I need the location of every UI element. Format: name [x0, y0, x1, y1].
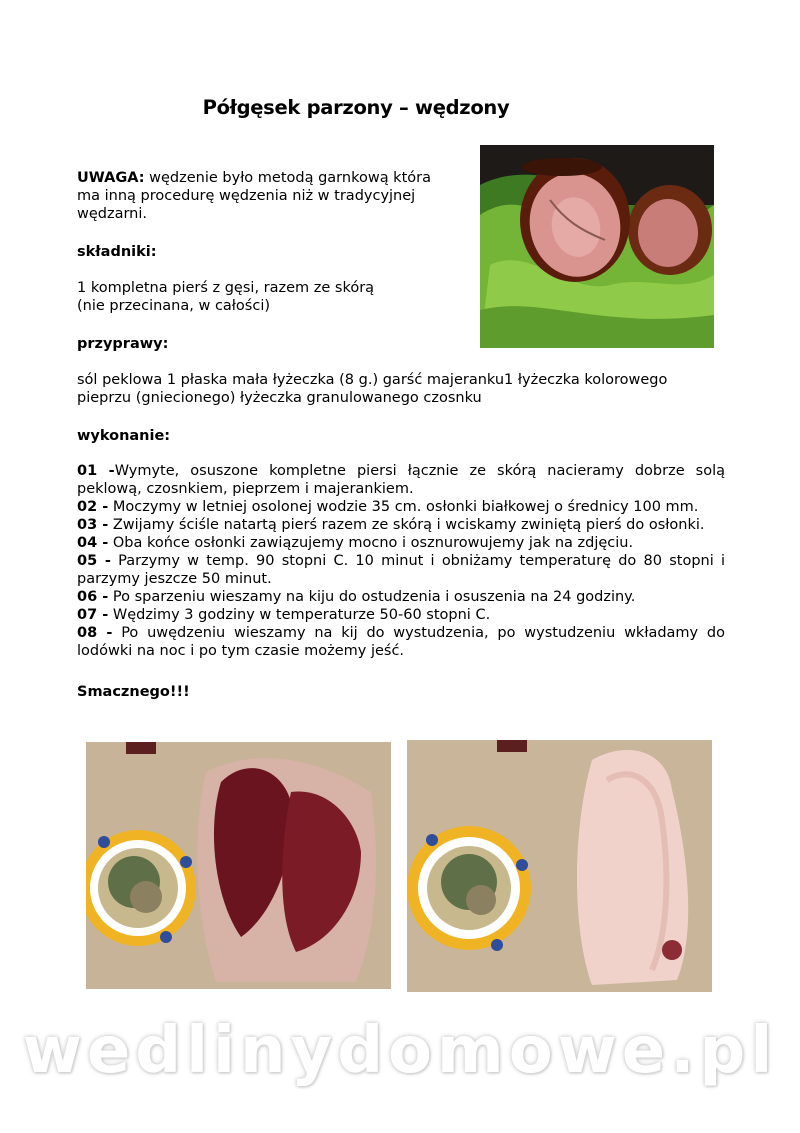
step-number: 01 -: [77, 463, 115, 479]
smoked-goose-photo: [480, 145, 714, 348]
step-text: Moczymy w letniej osolonej wodzie 35 cm. osłonki białkowej o średnicy 100 mm.: [108, 499, 699, 515]
method-heading: wykonanie:: [77, 428, 171, 444]
step-number: 08 -: [77, 625, 113, 641]
method-steps: [77, 462, 725, 660]
step-number: 05 -: [77, 553, 111, 569]
ingredient-line: (nie przecinana, w całości): [77, 298, 271, 314]
page-title: Półgęsek parzony – wędzony: [202, 96, 510, 119]
step-number: 03 -: [77, 517, 109, 533]
spices-text: sól peklowa 1 płaska mała łyżeczka (8 g.) garść majeranku1 łyżeczka kolorowego pieprzu (gniecionego) łyżeczka granulowanego czosnku: [77, 372, 668, 406]
step-text: Oba końce osłonki zawiązujemy mocno i osznurowujemy jak na zdjęciu.: [108, 535, 634, 551]
note-paragraph: [77, 169, 457, 223]
closing-text: Smacznego!!!: [77, 684, 190, 700]
step-number: 02 -: [77, 499, 109, 515]
step-text: Wędzimy 3 godziny w temperaturze 50-60 stopni C.: [108, 607, 491, 623]
step-item: [77, 588, 725, 606]
step-item: [77, 534, 725, 552]
step-text: Zwijamy ściśle natartą pierś razem ze skórą i wciskamy zwiniętą pierś do osłonki.: [108, 517, 705, 533]
ingredient-line: 1 kompletna pierś z gęsi, razem ze skórą: [77, 280, 375, 296]
step-item: [77, 498, 725, 516]
step-number: 06 -: [77, 589, 109, 605]
skin-side-photo: [407, 740, 712, 992]
site-watermark: wedlinydomowe.pl: [22, 1014, 778, 1088]
step-text: Wymyte, osuszone kompletne piersi łącznie ze skórą nacieramy dobrze solą peklową, czosnkiem, pieprzem i majerankiem.: [77, 463, 725, 497]
step-text: Po uwędzeniu wieszamy na kij do wystudzenia, po wystudzeniu wkładamy do lodówki na noc i po tym czasie możemy jeść.: [77, 625, 725, 659]
spices-heading: przyprawy:: [77, 336, 169, 352]
step-item: [77, 606, 725, 624]
step-number: 04 -: [77, 535, 109, 551]
step-item: [77, 462, 725, 498]
step-item: [77, 516, 725, 534]
step-item: [77, 624, 725, 660]
raw-breast-photo: [86, 742, 391, 989]
note-text: wędzenie było metodą garnkową która ma inną procedurę wędzenia niż w tradycyjnej wędzarni.: [77, 170, 431, 222]
note-label: UWAGA:: [77, 170, 145, 186]
step-number: 07 -: [77, 607, 109, 623]
step-text: Po sparzeniu wieszamy na kiju do ostudzenia i osuszenia na 24 godziny.: [108, 589, 636, 605]
ingredients-list: [77, 279, 467, 315]
step-text: Parzymy w temp. 90 stopni C. 10 minut i obniżamy temperaturę do 80 stopni i parzymy jeszcze 50 minut.: [77, 553, 726, 587]
ingredients-heading: składniki:: [77, 244, 157, 260]
step-item: [77, 552, 725, 588]
